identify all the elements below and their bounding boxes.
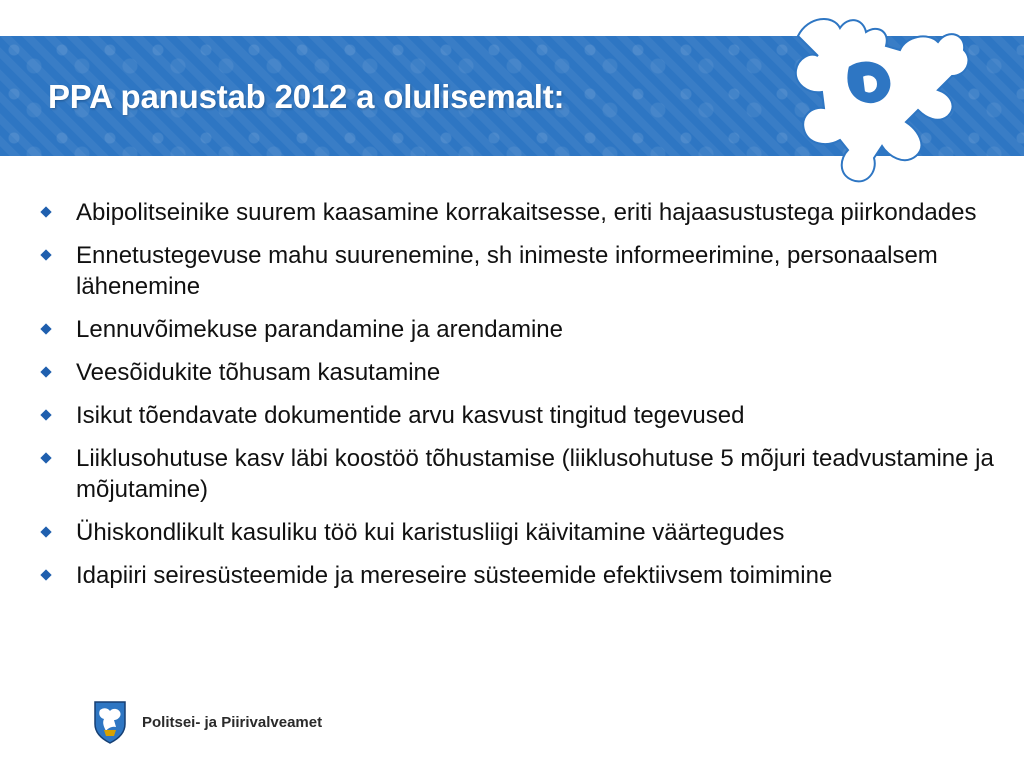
diamond-bullet-icon (40, 526, 51, 537)
list-item (38, 240, 1013, 302)
bullet-list (38, 197, 1013, 603)
list-item-text: Abipolitseinike suurem kaasamine korrakaitsesse, eriti hajaasustustega piirkondades (76, 199, 977, 226)
page-title: PPA panustab 2012 a olulisemalt: (48, 78, 565, 115)
list-item (38, 517, 1013, 548)
diamond-bullet-icon (40, 323, 51, 334)
diamond-bullet-icon (40, 569, 51, 580)
diamond-bullet-icon (40, 452, 51, 463)
list-item (38, 314, 1013, 345)
police-shield-logo-icon (92, 700, 128, 744)
diamond-bullet-icon (40, 366, 51, 377)
diamond-bullet-icon (40, 249, 51, 260)
list-item-text: Lennuvõimekuse parandamine ja arendamine (76, 316, 563, 343)
list-item-text: Veesõidukite tõhusam kasutamine (76, 359, 441, 386)
list-item-text: Ennetustegevuse mahu suurenemine, sh inimeste informeerimine, personaalsem lähenemine (76, 242, 938, 300)
footer-logo (92, 700, 322, 744)
list-item-text: Ühiskondlikult kasuliku töö kui karistusliigi käivitamine väärtegudes (76, 519, 785, 546)
list-item (38, 560, 1013, 591)
diamond-bullet-icon (40, 206, 51, 217)
list-item (38, 197, 1013, 228)
list-item (38, 400, 1013, 431)
list-item-text: Liiklusohutuse kasv läbi koostöö tõhustamise (liiklusohutuse 5 mõjuri teadvustamine ja mõjutamine) (76, 445, 994, 503)
lion-emblem-icon (778, 6, 978, 192)
organization-name: Politsei- ja Piirivalveamet (142, 713, 323, 731)
list-item-text: Idapiiri seiresüsteemide ja mereseire süsteemide efektiivsem toimimine (76, 562, 833, 589)
list-item (38, 443, 1013, 505)
diamond-bullet-icon (40, 409, 51, 420)
list-item-text: Isikut tõendavate dokumentide arvu kasvust tingitud tegevused (76, 402, 745, 429)
list-item (38, 357, 1013, 388)
